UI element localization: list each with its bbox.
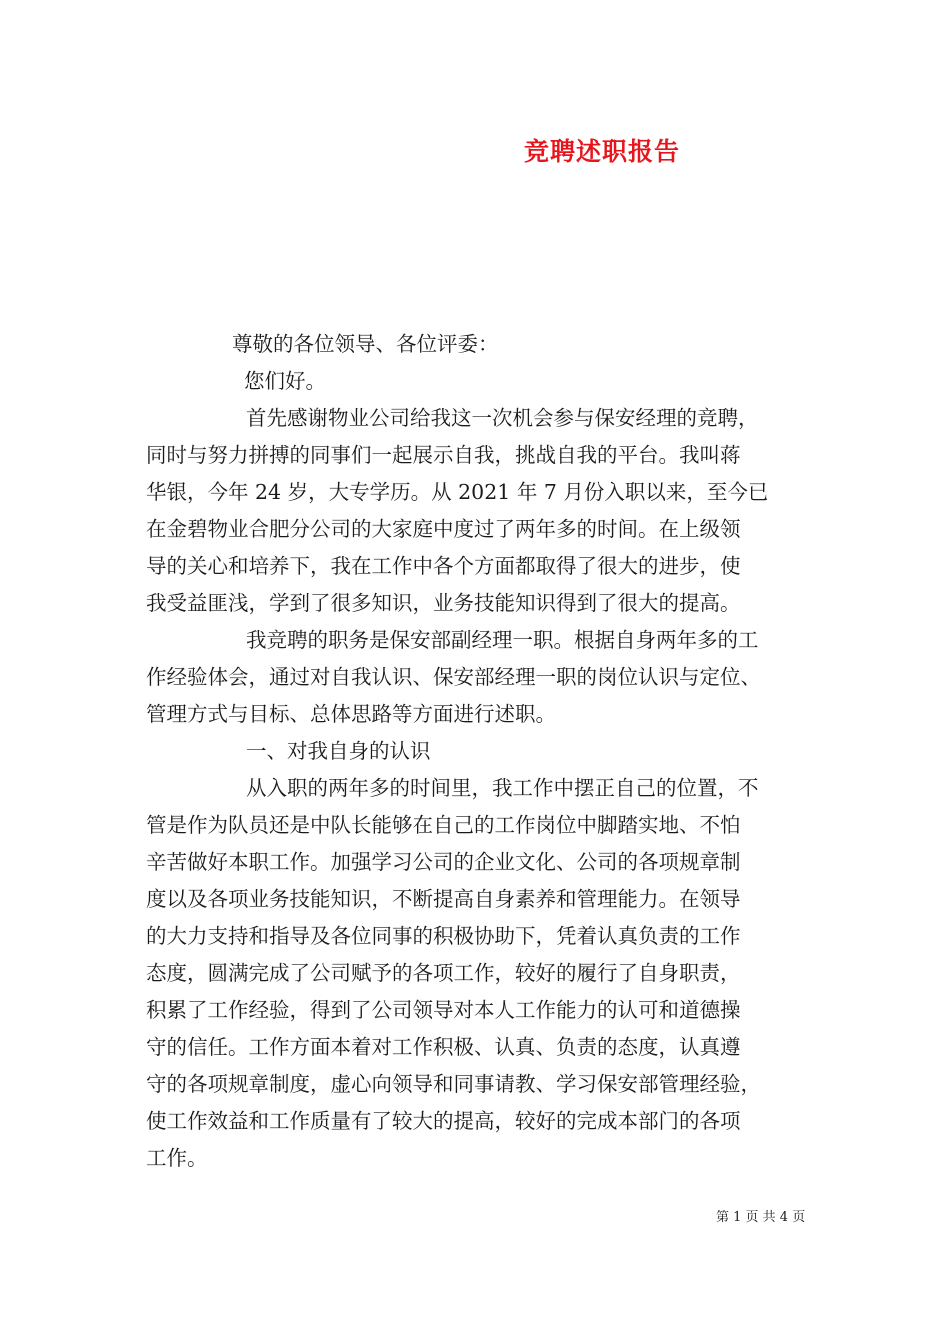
paragraph-line: 使工作效益和工作质量有了较大的提高，较好的完成本部门的各项 bbox=[146, 1109, 741, 1133]
paragraph-first-line: 我竞聘的职务是保安部副经理一职。根据自身两年多的工 bbox=[246, 628, 759, 652]
paragraph-line: 态度，圆满完成了公司赋予的各项工作，较好的履行了自身职责， bbox=[146, 961, 741, 985]
paragraph-line: 积累了工作经验，得到了公司领导对本人工作能力的认可和道德操 bbox=[146, 998, 741, 1022]
paragraph bbox=[146, 622, 812, 733]
paragraph-first-line: 首先感谢物业公司给我这一次机会参与保安经理的竞聘， bbox=[246, 406, 759, 430]
paragraph-line: 守的各项规章制度，虚心向领导和同事请教、学习保安部管理经验， bbox=[146, 1072, 761, 1096]
paragraphs bbox=[146, 400, 812, 1177]
document-body bbox=[146, 326, 812, 1177]
paragraph-line: 在金碧物业合肥分公司的大家庭中度过了两年多的时间。在上级领 bbox=[146, 517, 741, 541]
paragraph-line: 作经验体会，通过对自我认识、保安部经理一职的岗位认识与定位、 bbox=[146, 665, 761, 689]
paragraph-first-line: 一、对我自身的认识 bbox=[246, 739, 431, 763]
paragraph-line: 华银，今年 24 岁，大专学历。从 2021 年 7 月份入职以来，至今已 bbox=[146, 480, 769, 504]
paragraph-line: 的大力支持和指导及各位同事的积极协助下，凭着认真负责的工作 bbox=[146, 924, 741, 948]
paragraph-line: 同时与努力拼搏的同事们一起展示自我，挑战自我的平台。我叫蒋 bbox=[146, 443, 741, 467]
page-footer: 第 1 页 共 4 页 bbox=[716, 1210, 806, 1225]
paragraph-line: 辛苦做好本职工作。加强学习公司的企业文化、公司的各项规章制 bbox=[146, 850, 741, 874]
paragraph-line: 度以及各项业务技能知识，不断提高自身素养和管理能力。在领导 bbox=[146, 887, 741, 911]
paragraph bbox=[146, 733, 812, 770]
paragraph-line: 管理方式与目标、总体思路等方面进行述职。 bbox=[146, 702, 556, 726]
paragraph bbox=[146, 770, 812, 1177]
paragraph-line: 工作。 bbox=[146, 1146, 208, 1170]
paragraph-first-line: 从入职的两年多的时间里，我工作中摆正自己的位置，不 bbox=[246, 776, 759, 800]
paragraph-line: 导的关心和培养下，我在工作中各个方面都取得了很大的进步，使 bbox=[146, 554, 741, 578]
paragraph-line: 守的信任。工作方面本着对工作积极、认真、负责的态度，认真遵 bbox=[146, 1035, 741, 1059]
paragraph-line: 我受益匪浅，学到了很多知识，业务技能知识得到了很大的提高。 bbox=[146, 591, 741, 615]
paragraph bbox=[146, 400, 812, 622]
salutation-line: 尊敬的各位领导、各位评委： bbox=[232, 332, 499, 356]
paragraph-line: 管是作为队员还是中队长能够在自己的工作岗位中脚踏实地、不怕 bbox=[146, 813, 741, 837]
greeting-line: 您们好。 bbox=[244, 369, 326, 393]
document-title: 竞聘述职报告 bbox=[523, 137, 680, 166]
